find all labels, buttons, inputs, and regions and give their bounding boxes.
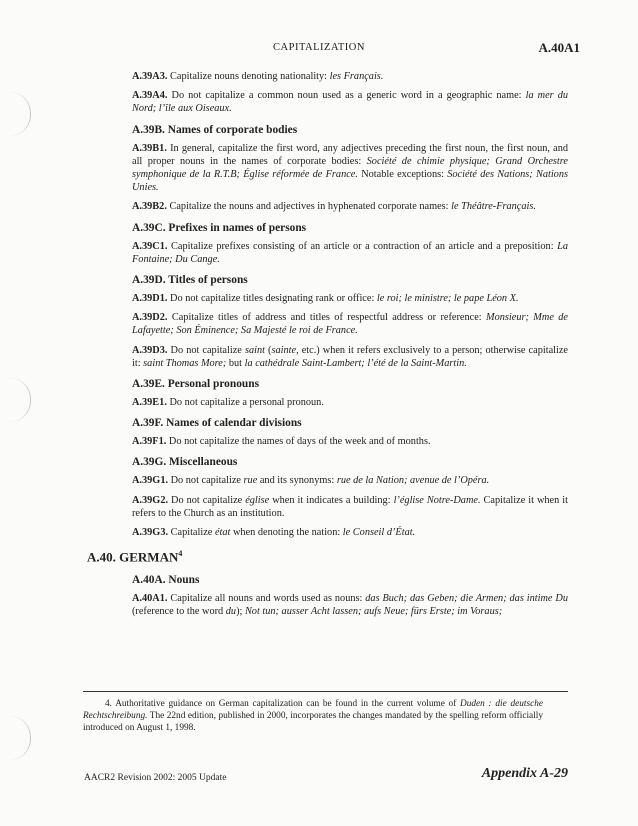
page-number: Appendix A-29 [481, 766, 568, 781]
rule-a39f1: A.39F1. Do not capitalize the names of days of the week and of months. [132, 436, 431, 448]
punch-hole-middle [10, 378, 31, 422]
rule-a39c1: A.39C1. Capitalize prefixes consisting of an article or a contraction of an article and a preposition: La Fontaine; Du Cange. [132, 240, 568, 265]
rule-a39g3: A.39G3. Capitalize état when denoting the nation: le Conseil d’État. [132, 527, 416, 539]
page-body [87, 70, 569, 624]
heading-a39c: A.39C. Prefixes in names of persons [132, 221, 307, 234]
footnote-ref: 4 [178, 549, 183, 559]
rule-a39b2: A.39B2. Capitalize the nouns and adjectives in hyphenated corporate names: le Théâtre-Français. [132, 201, 536, 213]
heading-a39d: A.39D. Titles of persons [132, 274, 248, 287]
rule-a39g2: A.39G2. Do not capitalize église when it indicates a building: l’église Notre-Dame. Capitalize it when it refers to the Church as an institution. [132, 494, 568, 519]
rule-a39b1: A.39B1. In general, capitalize the first word, any adjectives preceding the first noun, the first noun, and all proper nouns in the names of corporate bodies: Société de chimie physique; Grand Orchestre symphonique de la R.T.B; Église réformée de France. Notable exceptions: Société des Nations; Nations Unies. [132, 142, 568, 194]
punch-hole-top [10, 92, 31, 136]
rule-a39a3: A.39A3. Capitalize nouns denoting nationality: les Français. [132, 71, 384, 82]
rule-a39a4: A.39A4. Do not capitalize a common noun used as a generic word in a geographic name: la mer du Nord; l’île aux Oiseaux. [132, 90, 569, 115]
rule-a39d1: A.39D1. Do not capitalize titles designating rank or office: le roi; le ministre; le pape Léon X. [132, 293, 519, 305]
heading-a39g: A.39G. Miscellaneous [132, 456, 238, 469]
running-title: CAPITALIZATION [273, 42, 365, 53]
heading-a39e: A.39E. Personal pronouns [132, 378, 260, 391]
section-code: A.40A1 [538, 40, 580, 55]
page-header [0, 40, 638, 56]
heading-a39f: A.39F. Names of calendar divisions [132, 417, 302, 430]
rule-a40a1: A.40A1. Capitalize all nouns and words used as nouns: das Buch; das Geben; die Armen; das intime Du (reference to the word du); Not tun; ausser Acht lassen; aufs Neue; fürs Erste; im Voraus; [132, 592, 568, 617]
punch-hole-bottom [10, 716, 31, 760]
rule-a39d3: A.39D3. Do not capitalize saint (sainte, etc.) when it refers exclusively to a person; otherwise capitalize it: saint Thomas More; but la cathédrale Saint-Lambert; l’été de la Saint-Martin. [132, 344, 569, 369]
heading-a40a: A.40A. Nouns [132, 573, 200, 586]
heading-a40: A.40. GERMAN$^4$ [87, 549, 183, 565]
rule-a39e1: A.39E1. Do not capitalize a personal pronoun. [132, 397, 324, 409]
heading-a39b: A.39B. Names of corporate bodies [132, 123, 298, 136]
footnote-divider [83, 691, 568, 692]
footer-edition: AACR2 Revision 2002: 2005 Update [84, 773, 227, 783]
rule-a39d2: A.39D2. Capitalize titles of address and titles of respectful address or reference: Monsieur; Mme de Lafayette; Son Éminence; Sa Majesté le roi de France. [132, 312, 568, 337]
rule-a39g1: A.39G1. Do not capitalize rue and its synonyms: rue de la Nation; avenue de l’Opéra. [132, 475, 490, 487]
footnote: 4. Authoritative guidance on German capitalization can be found in the current volume of Duden : die deutsche Rechtschreibung. The 22nd edition, published in 2000, incorporates the changes mandated by the spelling reform officially introduced on August 1, 1998. [83, 699, 543, 733]
